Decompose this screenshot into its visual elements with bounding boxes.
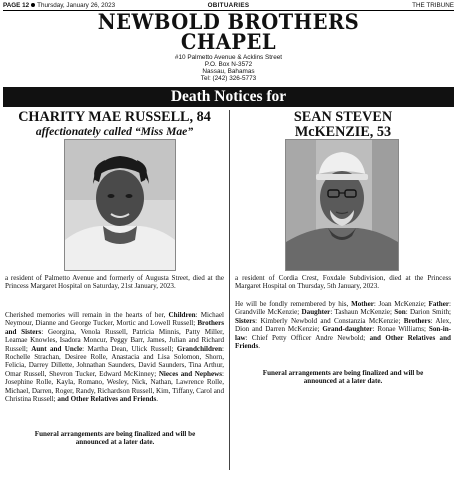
address-block (0, 54, 457, 82)
survivor-names: : Martha Dean, Ulick Russell; (82, 344, 177, 353)
deceased-name: CHARITY MAE RUSSELL, 84 (18, 109, 211, 125)
notice-russell (5, 110, 224, 138)
survivor-names: He will be fondly remembered by his, (235, 300, 352, 308)
relation-label: Nieces and Nephews (158, 369, 223, 378)
newspaper-name: THE TRIBUNE (412, 1, 454, 9)
relation-label: Son (394, 308, 406, 317)
intro-paragraph: a resident of Cordia Crest, Foxdale Subdivision, died at the Princess Margaret Hospital on Thursday, 5th January, 2023. (235, 274, 451, 291)
survivor-names: : Tashaun McKenzie; (330, 308, 395, 317)
survivor-names: . (156, 395, 158, 404)
address-line: Nassau, Bahamas (202, 68, 255, 75)
survivor-names: : Kimberly Newbold and Constanzia McKenzie; (255, 316, 404, 325)
relation-label: Daughter (301, 308, 331, 317)
address-line: P.O. Box N-3572 (204, 61, 253, 68)
portrait-image (286, 140, 398, 270)
relation-label: Father (428, 300, 450, 308)
relation-label: Grandchildren (176, 344, 223, 353)
relation-label: Brothers (403, 316, 431, 325)
deceased-nickname: affectionately called “Miss Mae” (35, 125, 194, 138)
survivor-names: : Darion Smith; (405, 308, 451, 317)
portrait-photo-mckenzie (285, 139, 399, 271)
portrait-photo-russell (64, 139, 176, 271)
relation-label: Grand-daughter (322, 325, 373, 334)
survivor-names: : Chief Petty Officer Andre Newbold; (245, 333, 370, 342)
relation-label: Aunt and Uncle (31, 344, 83, 353)
survivor-names: : Alex, Dion and Darren McKenzie; (235, 316, 451, 334)
page-number: PAGE 12 (3, 1, 30, 9)
survivors-paragraph (5, 311, 224, 403)
survivor-names: : Josephine Rolle, Kayla, Romano, Wesley, Nick, Nathan, Lawrence Rolle, Michael, Darren, Roger, Randy, Richardson Russell, Kim, Tiffany, Carol and Christina Russell; (5, 369, 224, 404)
relation-label: Brothers and Sisters (5, 319, 224, 336)
survivor-names: : Grandville McKenzie; (235, 300, 452, 317)
survivor-names: : Ronae Williams; (372, 325, 429, 334)
issue-date: Thursday, January 26, 2023 (37, 1, 116, 9)
death-notices-banner: Death Notices for (3, 87, 454, 107)
survivor-names: : Michael Neymour, Dianne and George Tucker, Mortic and Lowell Russell; (5, 311, 224, 328)
funeral-arrangements-note: Funeral arrangements are being finalized and will be announced at a later date. (34, 430, 196, 447)
relation-label: Mother (351, 300, 374, 308)
relation-label: and Other Relatives and Friends (235, 333, 451, 351)
relation-label: and Other Relatives and Friends (57, 395, 157, 404)
brand-line-1: NEWBOLD BROTHERS (97, 9, 360, 34)
survivor-names: . (258, 342, 261, 351)
intro-paragraph: a resident of Palmetto Avenue and formerly of Augusta Street, died at the Princess Margaret Hospital on Saturday, 21st January, 2023. (5, 274, 224, 291)
survivor-names: : Joan McKenzie; (373, 300, 429, 308)
relation-label: Sisters (235, 316, 256, 325)
survivor-names: Cherished memories will remain in the hearts of her, (5, 311, 169, 319)
funeral-home-header (0, 9, 457, 82)
notice-mckenzie (235, 110, 451, 140)
column-divider (229, 110, 230, 470)
relation-label: Children (168, 311, 196, 319)
relation-label: Son-in-law (235, 325, 451, 342)
survivor-names: : Georgina, Venola Russell, Patricia Minnis, Patty Miller, Leamae Knowles, Isadora Moncur, Peggy Barr, James, Julian and Richard Russell; (5, 327, 224, 353)
survivor-names: : Rochelle Strachan, Desiree Rolle, Anastacia and Lisa Solomon, Shorn, Felicia, Darrey Dillette, Johnathan Saunders, David Saunders, Tina Arthur, Omar Russell, Shevron Tucker, Edward McKinney; (5, 344, 225, 378)
deceased-name-line-2: McKENZIE, 53 (294, 124, 392, 140)
section-name: OBITUARIES (207, 1, 250, 9)
portrait-image (65, 140, 175, 270)
funeral-arrangements-note: Funeral arrangements are being finalized and will be announced at a later date. (262, 369, 424, 386)
survivors-paragraph (235, 300, 451, 350)
address-line: #10 Palmetto Avenue & Acklins Street (174, 54, 283, 61)
brand-line-2: CHAPEL (180, 29, 277, 54)
address-line: Tel: (242) 326-5773 (200, 75, 257, 82)
deceased-name-line-1: SEAN STEVEN (293, 109, 393, 125)
